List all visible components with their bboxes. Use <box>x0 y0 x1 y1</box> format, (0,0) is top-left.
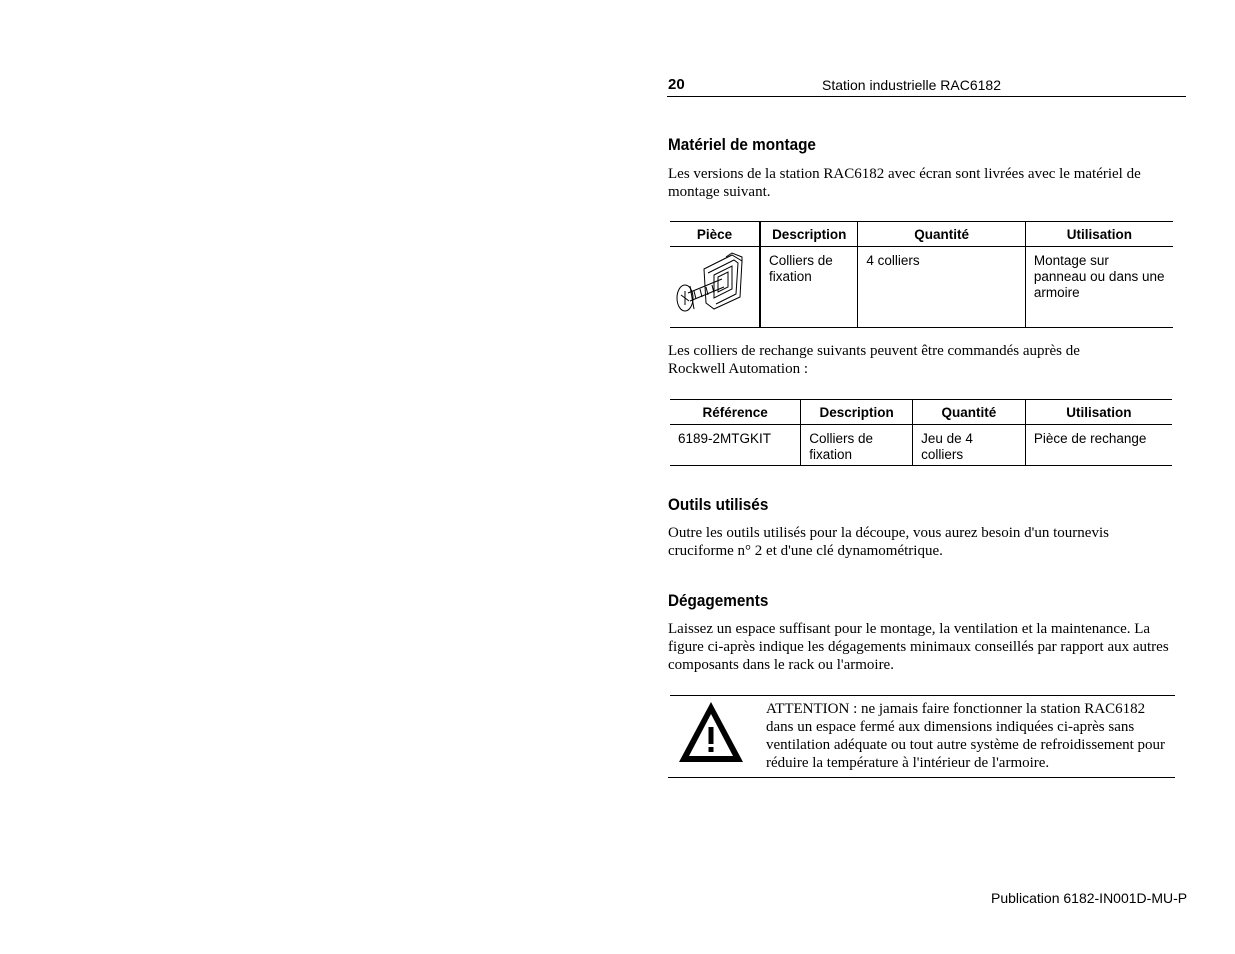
warning-triangle-icon <box>677 698 745 771</box>
reference-cell: 6189-2MTGKIT <box>678 431 772 446</box>
clearances-text: Laissez un espace suffisant pour le montage, la ventilation et la maintenance. La figure ci-après indique les dégagements minimaux conseillés par rapport aux autres composants dans le rack ou l'armoire. <box>668 621 1169 673</box>
attention-top-rule <box>670 695 1175 696</box>
replacement-intro-text: Les colliers de rechange suivants peuvent être commandés auprès de Rockwell Automation : <box>668 343 1080 377</box>
col-header-description: Description <box>801 400 913 425</box>
attention-text: ATTENTION : ne jamais faire fonctionner la station RAC6182 dans un espace fermé aux dimensions indiquées ci-après sans ventilation adéquate ou tout autre système de refroidissement pour réduire la température à l'intérieur de l'armoire. <box>766 701 1166 771</box>
usage-cell: Pièce de rechange <box>1025 425 1172 466</box>
mounting-intro-text: Les versions de la station RAC6182 avec écran sont livrées avec le matériel de montage suivant. <box>668 166 1141 200</box>
publication-number: Publication 6182-IN001D-MU-P <box>991 890 1188 906</box>
header-rule <box>667 96 1186 97</box>
table-row <box>670 425 1172 466</box>
heading-mounting-hardware: Matériel de montage <box>668 135 816 154</box>
mounting-clip-icon <box>670 247 759 323</box>
replacement-table <box>670 399 1172 466</box>
col-header-usage: Utilisation <box>1025 222 1173 247</box>
piece-cell <box>670 247 760 328</box>
hardware-table <box>670 221 1173 328</box>
description-cell: Colliers de fixation <box>801 425 913 466</box>
col-header-description: Description <box>760 222 858 247</box>
col-header-reference: Référence <box>670 400 801 425</box>
description-cell: Colliers de fixation <box>760 247 858 328</box>
heading-tools: Outils utilisés <box>668 495 769 514</box>
quantity-cell: Jeu de 4 colliers <box>913 425 1026 466</box>
quantity-cell: 4 colliers <box>858 247 1025 328</box>
attention-bottom-rule <box>668 777 1175 778</box>
col-header-piece: Pièce <box>670 222 760 247</box>
heading-clearances: Dégagements <box>668 591 769 610</box>
usage-cell: Montage sur panneau ou dans une armoire <box>1025 247 1173 328</box>
col-header-usage: Utilisation <box>1025 400 1172 425</box>
tools-text: Outre les outils utilisés pour la découpe, vous aurez besoin d'un tournevis cruciforme n° 2 et d'une clé dynamométrique. <box>668 525 1109 559</box>
table-row <box>670 247 1173 328</box>
col-header-quantity: Quantité <box>858 222 1025 247</box>
running-title: Station industrielle RAC6182 <box>822 77 1001 93</box>
page-number: 20 <box>668 76 685 93</box>
col-header-quantity: Quantité <box>913 400 1026 425</box>
